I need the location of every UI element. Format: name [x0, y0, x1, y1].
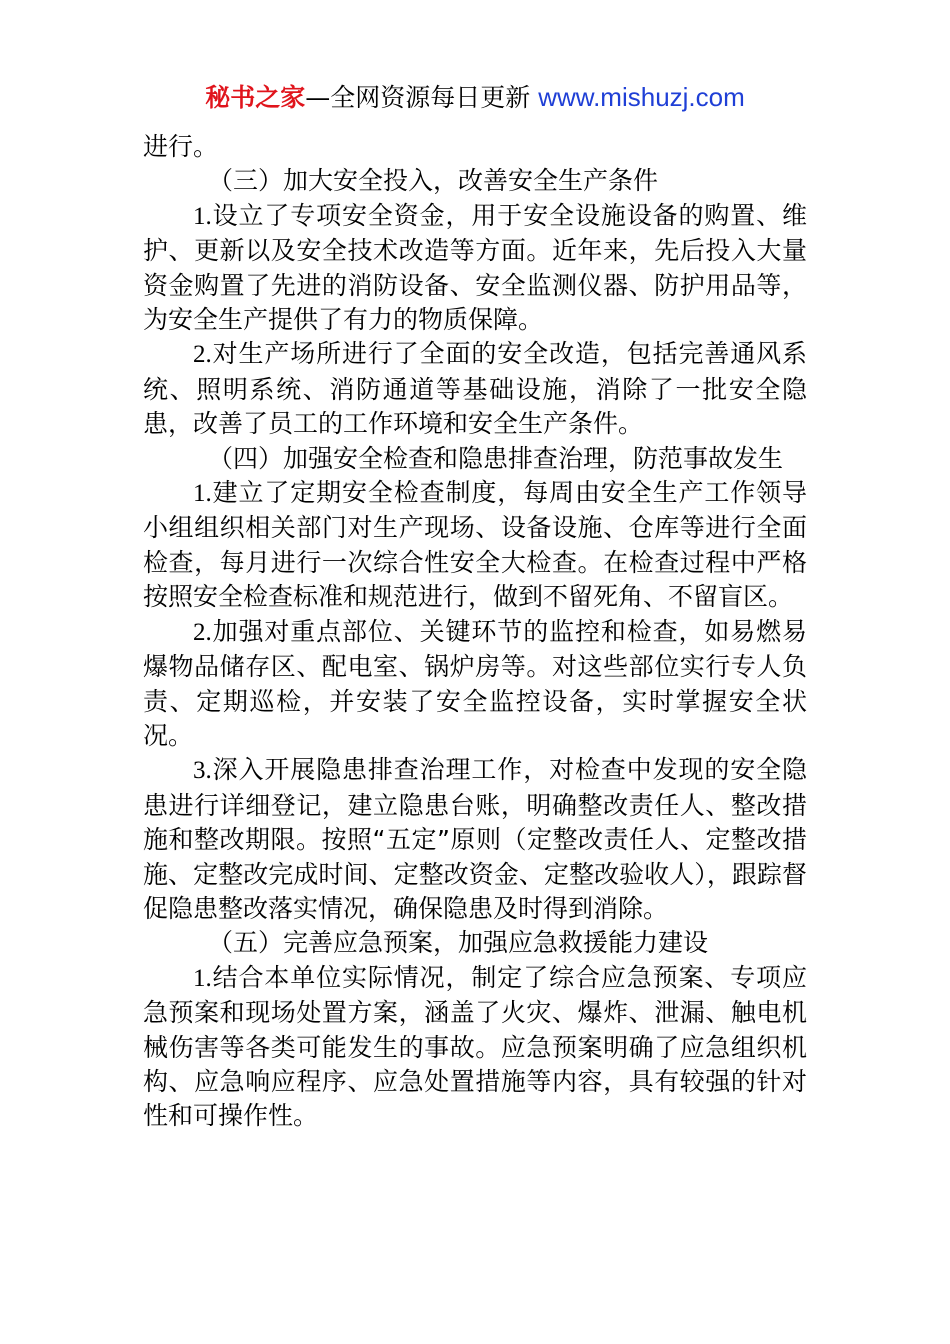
brand-name: 秘书之家 [205, 83, 306, 112]
paragraph-text: 建立了定期安全检查制度，每周由安全生产工作领导小组组织相关部门对生产现场、设备设施、仓库等进行全面检查，每月进行一次综合性安全大检查。在检查过程中严格按照安全检查标准和规范进行，做到不留死角、不留盲区。 [143, 478, 807, 612]
paragraph-continuation: 进行。 [143, 132, 219, 161]
item-number: 3. [193, 757, 212, 785]
paragraph-3-2 [143, 337, 807, 441]
section-heading-4: （四）加强安全检查和隐患排查治理，防范事故发生 [208, 443, 784, 473]
section-heading-3: （三）加大安全投入，改善安全生产条件 [208, 166, 659, 196]
paragraph-4-3 [143, 753, 807, 926]
section-heading-5: （五）完善应急预案，加强应急救援能力建设 [208, 928, 709, 958]
paragraph-5-1 [143, 961, 807, 1134]
header-slogan: —全网资源每日更新 [305, 83, 531, 112]
item-number: 2. [193, 618, 212, 646]
item-number: 2. [193, 341, 212, 369]
item-number: 1. [193, 480, 212, 508]
paragraph-4-2 [143, 615, 807, 754]
paragraph-text: 设立了专项安全资金，用于安全设施设备的购置、维护、更新以及安全技术改造等方面。近年来，先后投入大量资金购置了先进的消防设备、安全监测仪器、防护用品等，为安全生产提供了有力的物质保障。 [143, 200, 807, 335]
paragraph-text: 深入开展隐患排查治理工作，对检查中发现的安全隐患进行详细登记，建立隐患台账，明确整改责任人、整改措施和整改期限。按照“五定”原则（定整改责任人、定整改措施、定整改完成时间、定整改资金、定整改验收人），跟踪督促隐患整改落实情况，确保隐患及时得到消除。 [143, 755, 807, 923]
paragraph-3-1 [143, 199, 807, 338]
paragraph-text: 结合本单位实际情况，制定了综合应急预案、专项应急预案和现场处置方案，涵盖了火灾、爆炸、泄漏、触电机械伤害等各类可能发生的事故。应急预案明确了应急组织机构、应急响应程序、应急处置措施等内容，具有较强的针对性和可操作性。 [143, 962, 807, 1131]
site-url-link[interactable]: www.mishuzj.com [538, 82, 745, 112]
paragraph-text: 加强对重点部位、关键环节的监控和检查，如易燃易爆物品储存区、配电室、锅炉房等。对这些部位实行专人负责、定期巡检，并安装了安全监控设备，实时掌握安全状况。 [143, 616, 807, 750]
item-number: 1. [193, 964, 212, 992]
item-number: 1. [193, 202, 212, 230]
paragraph-text: 对生产场所进行了全面的安全改造，包括完善通风系统、照明系统、消防通道等基础设施，消除了一批安全隐患，改善了员工的工作环境和安全生产条件。 [143, 339, 807, 439]
document-body [143, 130, 807, 1134]
paragraph-4-1 [143, 476, 807, 615]
site-header [0, 80, 950, 115]
